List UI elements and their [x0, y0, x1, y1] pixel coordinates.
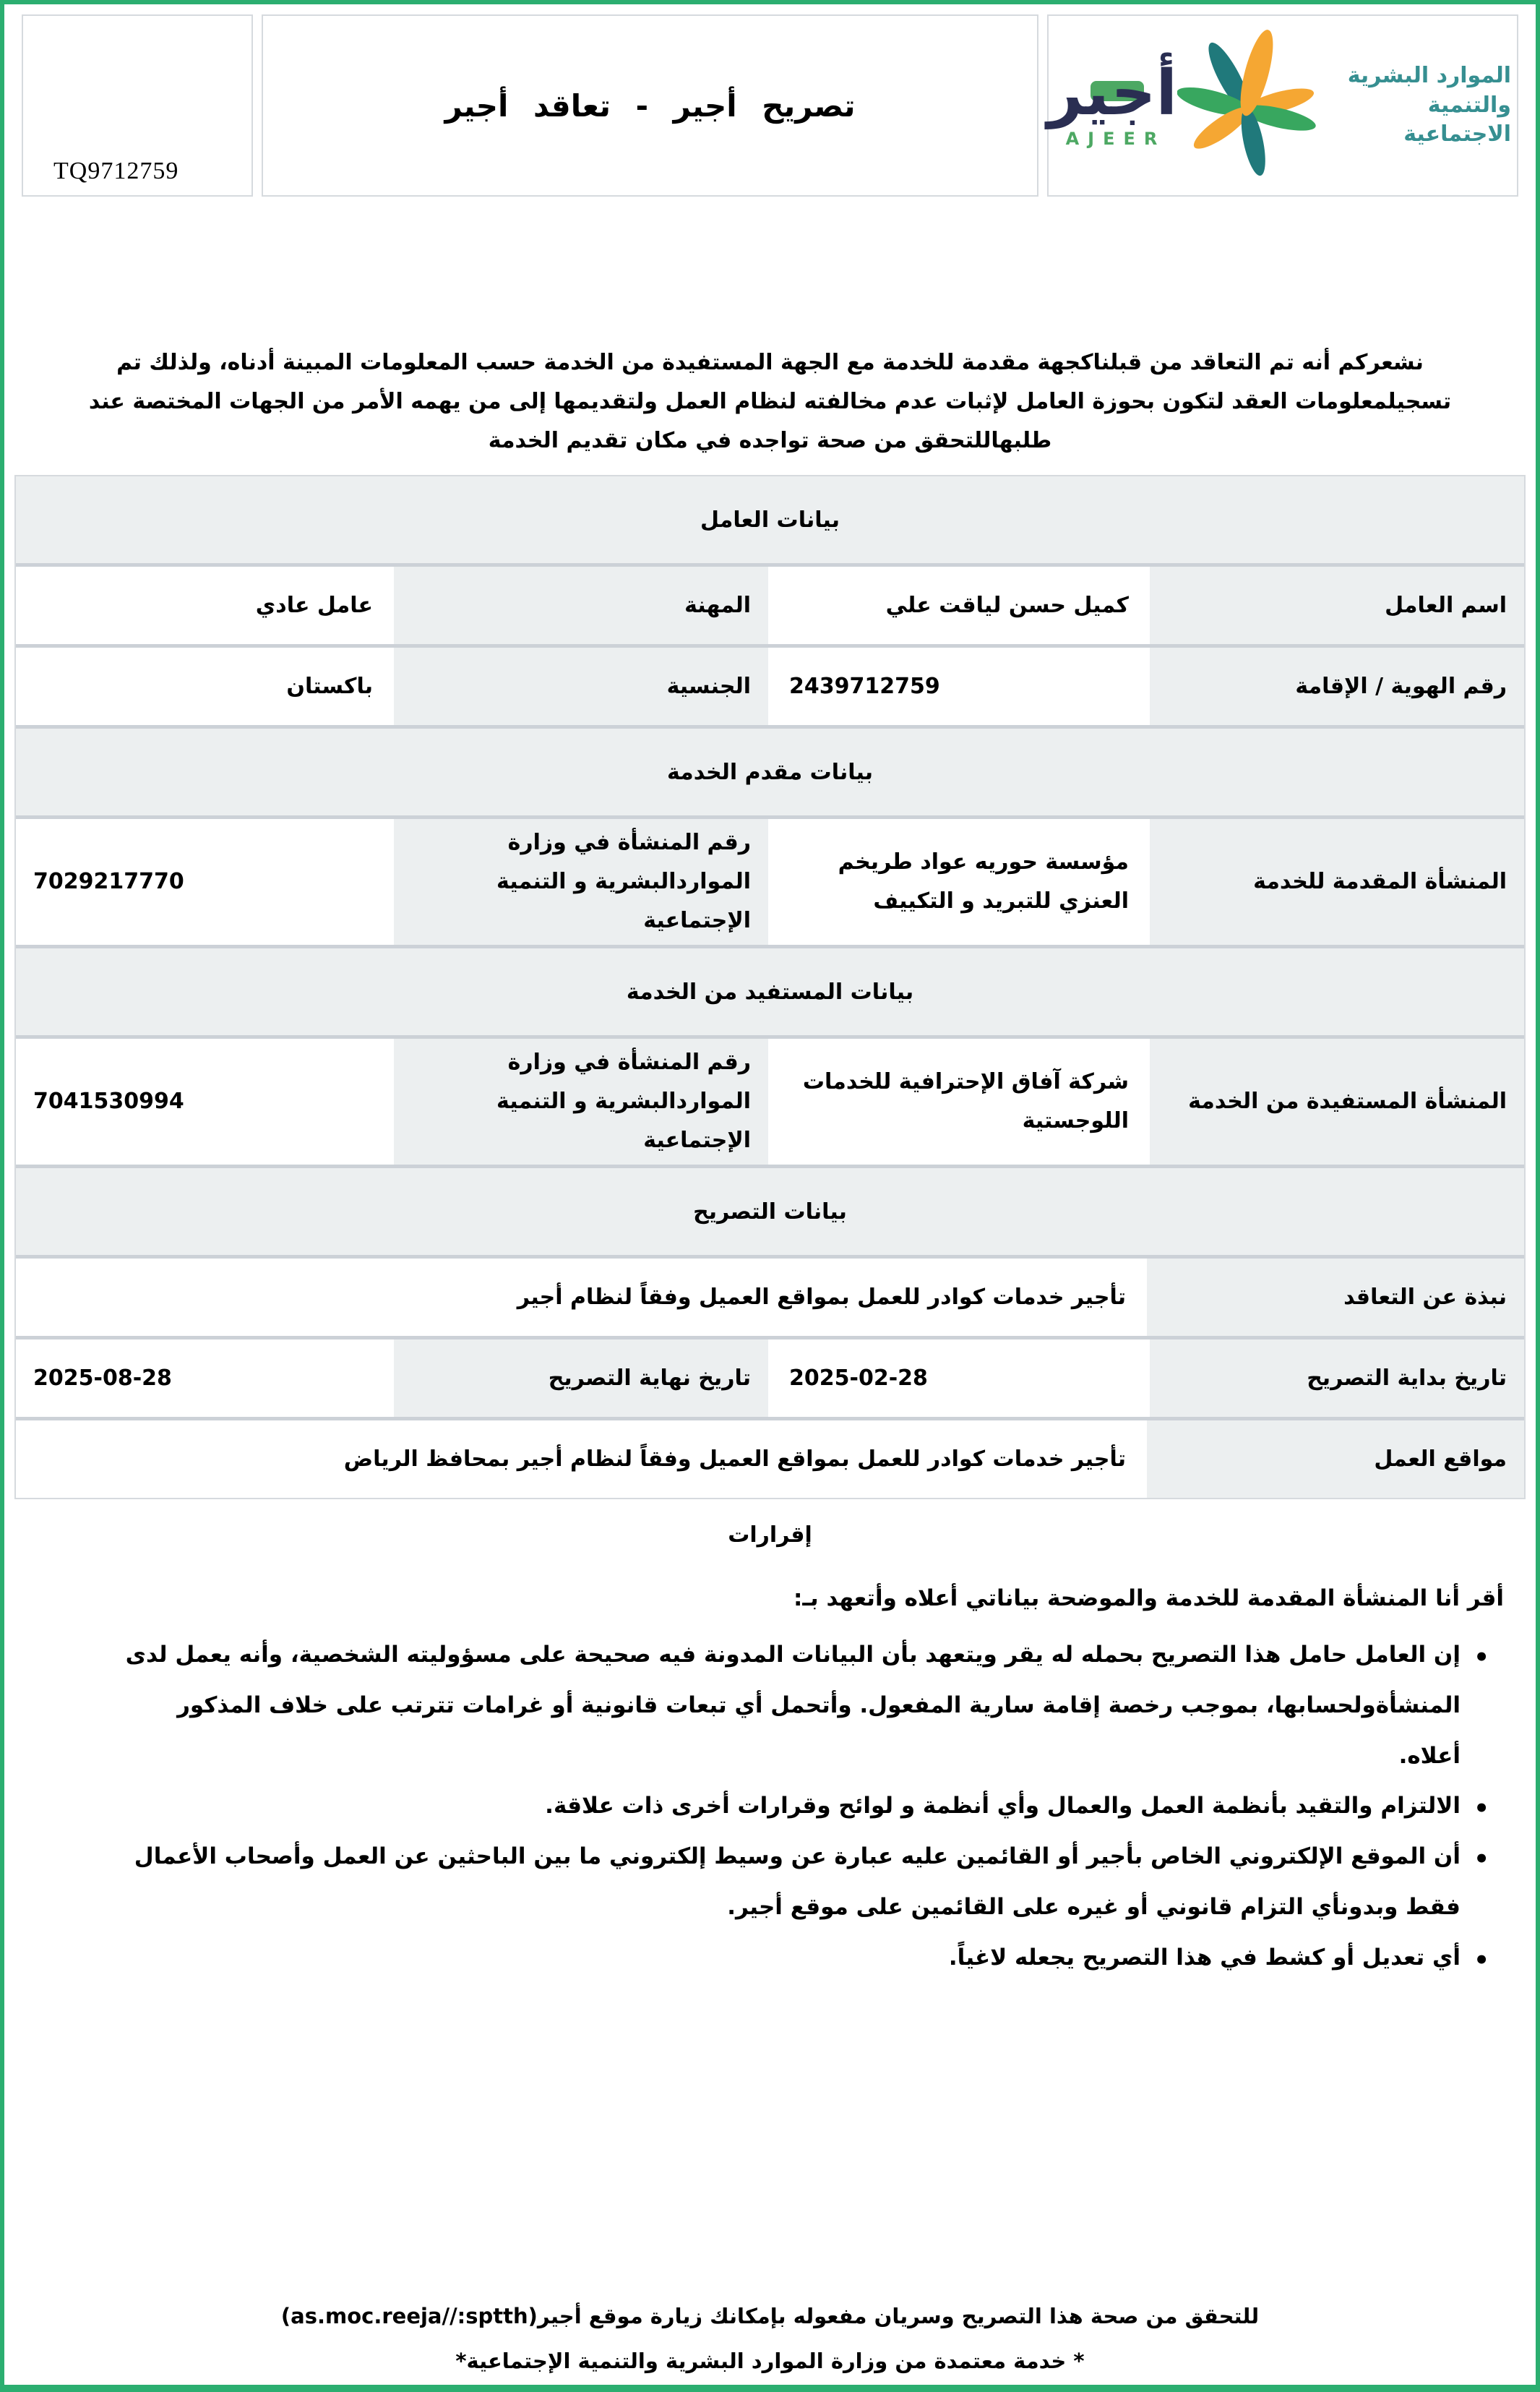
ajeer-logo: [1046, 57, 1177, 149]
work-locations-value: تأجير خدمات كوادر للعمل بمواقع العميل وفقاً لنظام أجير بمحافظ الرياض: [16, 1420, 1143, 1498]
declarations-list: [113, 1630, 1489, 1983]
worker-nationality-label: الجنسية: [394, 648, 768, 725]
section-header-provider: بيانات مقدم الخدمة: [16, 729, 1524, 815]
table-row: [16, 1336, 1524, 1417]
section-header-worker: بيانات العامل: [16, 476, 1524, 563]
provider-establishment-label: المنشأة المقدمة للخدمة: [1150, 819, 1524, 945]
permit-number-box: [22, 14, 253, 197]
document-header: [22, 14, 1518, 197]
worker-name-label: اسم العامل: [1150, 567, 1524, 644]
permit-data-table: [14, 475, 1526, 1499]
beneficiary-establishment-value: شركة آفاق الإحترافية للخدمات اللوجستية: [772, 1039, 1146, 1165]
permit-start-date-value: 2025-02-28: [772, 1339, 1146, 1417]
permit-end-date-label: تاريخ نهاية التصريح: [394, 1339, 768, 1417]
declarations-intro: أقر أنا المنشأة المقدمة للخدمة والموضحة بياناتي أعلاه وأتعهد بـ:: [793, 1585, 1504, 1611]
worker-id-label: رقم الهوية / الإقامة: [1150, 648, 1524, 725]
permit-start-date-label: تاريخ بداية التصريح: [1150, 1339, 1524, 1417]
provider-number-label: رقم المنشأة في وزارة المواردالبشرية و التنمية الإجتماعية: [394, 819, 768, 945]
section-header-permit: بيانات التصريح: [16, 1168, 1524, 1255]
declaration-item: • أن الموقع الإلكتروني الخاص بأجير أو القائمين عليه عبارة عن وسيط إلكتروني ما بين الباحثين عن العمل وأصحاب الأعمال فقط وبدونأي التزام قانوني أو غيره على القائمين على موقع أجير.: [113, 1832, 1489, 1933]
provider-establishment-value: مؤسسة حوريه عواد طريخم العنزي للتبريد و التكييف: [772, 819, 1146, 945]
permit-end-date-value: 2025-08-28: [16, 1339, 390, 1417]
beneficiary-number-value: 7041530994: [16, 1039, 390, 1165]
ministry-palm-icon: [1177, 30, 1316, 181]
worker-id-value: 2439712759: [772, 648, 1146, 725]
permit-summary-value: تأجير خدمات كوادر للعمل بمواقع العميل وفقاً لنظام أجير: [16, 1259, 1143, 1336]
section-header-beneficiary: بيانات المستفيد من الخدمة: [16, 948, 1524, 1035]
worker-name-value: كميل حسن لياقت علي: [772, 567, 1146, 644]
worker-nationality-value: باكستان: [16, 648, 390, 725]
table-row: [16, 1035, 1524, 1165]
worker-profession-label: المهنة: [394, 567, 768, 644]
declarations-title: إقرارات: [728, 1522, 812, 1548]
table-row: [16, 1255, 1524, 1336]
ministry-logo-line1: الموارد البشرية: [1347, 63, 1511, 89]
table-row: [16, 815, 1524, 945]
worker-profession-value: عامل عادي: [16, 567, 390, 644]
document-footer: [4, 2304, 1536, 2373]
ajeer-logo-latin-wordmark: AJEER: [1065, 129, 1166, 149]
ajeer-logo-arabic-wordmark: أجير: [1046, 57, 1177, 129]
ministry-logo-text: [1320, 61, 1511, 150]
table-row: [16, 1417, 1524, 1498]
logos-box: [1047, 14, 1518, 197]
declaration-item: • إن العامل حامل هذا التصريح بحمله له يقر ويتعهد بأن البيانات المدونة فيه صحيحة على مسؤوليته الشخصية، وأنه يعمل لدى المنشأةولحسابها، بموجب رخصة إقامة سارية المفعول. وأتحمل أي تبعات قانونية أو غرامات تترتب على خلاف المذكور أعلاه.: [113, 1630, 1489, 1781]
work-locations-label: مواقع العمل: [1147, 1420, 1524, 1498]
table-row: [16, 644, 1524, 725]
footer-accreditation-line: * خدمة معتمدة من وزارة الموارد البشرية والتنمية الإجتماعية*: [455, 2349, 1085, 2373]
ministry-logo-line2: والتنمية الاجتماعية: [1403, 92, 1511, 147]
intro-paragraph: نشعركم أنه تم التعاقد من قبلناكجهة مقدمة للخدمة مع الجهة المستفيدة من الخدمة حسب المعلومات المبينة أدناه، ولذلك تم تسجيلمعلومات العقد لتكون بحوزة العامل لإثبات عدم مخالفته لنظام العمل ولتقديمها إلى من يهمه الأمر من الجهات المختصة عند طلبهاللتحقق من صحة تواجده في مكان تقديم الخدمة: [88, 350, 1452, 453]
declaration-item: • أي تعديل أو كشط في هذا التصريح يجعله لاغياً.: [113, 1933, 1489, 1984]
beneficiary-establishment-label: المنشأة المستفيدة من الخدمة: [1150, 1039, 1524, 1165]
page-title: تصريح أجير - تعاقد أجير: [444, 87, 856, 124]
title-box: [262, 14, 1038, 197]
ministry-logo: [1177, 30, 1511, 181]
footer-verification-line: للتحقق من صحة هذا التصريح وسريان مفعوله بإمكانك زيارة موقع أجير(as.moc.reeja//:sptth): [280, 2304, 1260, 2328]
table-row: [16, 563, 1524, 644]
permit-summary-label: نبذة عن التعاقد: [1147, 1259, 1524, 1336]
provider-number-value: 7029217770: [16, 819, 390, 945]
beneficiary-number-label: رقم المنشأة في وزارة المواردالبشرية و التنمية الإجتماعية: [394, 1039, 768, 1165]
permit-number: TQ9712759: [53, 158, 179, 184]
declaration-item: • الالتزام والتقيد بأنظمة العمل والعمال وأي أنظمة و لوائح وقرارات أخرى ذات علاقة.: [113, 1781, 1489, 1832]
